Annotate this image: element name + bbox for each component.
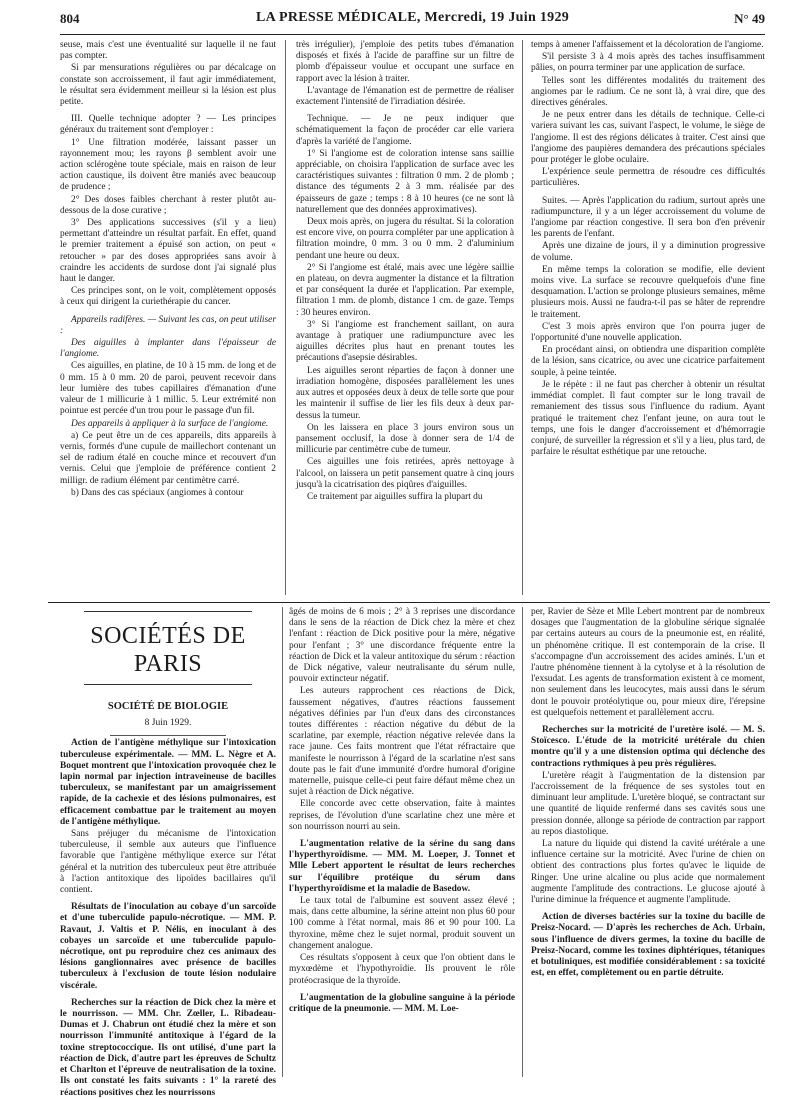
- paragraph: âgés de moins de 6 mois ; 2° à 3 reprises une discordance dans le sens de la réaction de Dick chez la mère et chez l'enfant : réaction de Dick positive pour la mère, négative pour l'enfant ; 3° une discordance fréquente entre la réaction de Dick et la valeur antitoxique du sérum : réaction de Dick négative, valeur neutralisante du sérum nulle, pouvoir extincteur négatif.: [289, 607, 515, 685]
- paragraph: Technique. — Je ne peux indiquer que schématiquement la façon de procéder car elle variera d'après la variété de l'angiome.: [296, 114, 514, 147]
- paragraph: Après une dizaine de jours, il y a diminution progressive de volume.: [531, 241, 765, 263]
- paragraph: Si par mensurations régulières ou par décalcage on constate son accroissement, il faut agir immédiatement, le résultat sera évidemment meilleur si la lésion est plus petite.: [60, 63, 276, 108]
- paragraph: 2° Si l'angiome est étalé, mais avec une légère saillie en plateau, on devra augmenter la distance et la filtration et par conséquent la durée et l'application. Par exemple, filtration 1 mm. de plomb, distance 1 cm. de gaze. Temps : 30 heures environ.: [296, 262, 514, 318]
- society-name: SOCIÉTÉ DE BIOLOGIE: [107, 701, 229, 712]
- column-divider: [282, 607, 283, 1077]
- paragraph: Suites. — Après l'application du radium, surtout après une radiumpuncture, il y a un léger accroissement du volume de l'angiome par réaction congestive. Il sera bon d'en prévenir les parents de l'enfant.: [531, 195, 765, 240]
- paragraph: 3° Des applications successives (s'il y a lieu) permettant d'atteindre un résultat parfait. En effet, quand le premier traitement a épuisé son action, on peut « retoucher » par des doses appropriées sans avoir à craindre les accidents de surdose dont j'ai signalé plus haut le danger.: [60, 218, 276, 285]
- paragraph: La nature du liquide qui distend la cavité urétérale a une influence certaine sur la motricité. Avec l'urine de chien on obtient des contractions plus fortes qu'avec le liquide de Ringer. Une urine alcaline ou plus acide que normalement augmente l'amplitude des contractions. Le glucose ajouté à l'urine diminue la fréquence et augmente l'amplitude.: [531, 839, 765, 906]
- journal-title: LA PRESSE MÉDICALE, Mercredi, 19 Juin 1929: [255, 10, 570, 25]
- subheading-appareils: Appareils radifères. — Suivant les cas, on peut utiliser :: [60, 314, 276, 336]
- paragraph: L'avantage de l'émanation est de permettre de réaliser exactement l'intensité de l'irradiation désirée.: [296, 85, 514, 108]
- paragraph: Deux mois après, on jugera du résultat. Si la coloration est encore vive, on pourra compléter par une application à filtration moindre, 0 mm. 3 ou 0 mm. 2 d'aluminium pendant une heure ou deux.: [296, 217, 514, 261]
- title-rule: [84, 611, 252, 612]
- paragraph: Ces aiguilles une fois retirées, après nettoyage à l'alcool, on laissera un petit pansement quatre à cinq jours jusqu'à la cicatrisation des piqûres d'aiguilles.: [296, 457, 514, 490]
- section-title: SOCIÉTÉS DE PARIS: [90, 623, 246, 677]
- paragraph: 3° Si l'angiome est franchement saillant, on aura avantage à pratiquer une radiumpuncture avec les aiguilles décrites plus haut en prenant toutes les précautions d'asepsie désirables.: [296, 319, 514, 364]
- paragraph: S'il persiste 3 à 4 mois après des taches insuffisamment pâlies, on pourra terminer par une application de surface.: [531, 52, 765, 74]
- subheading-aiguilles: Des aiguilles à implanter dans l'épaisseur de l'angiome.: [60, 338, 276, 360]
- page-number: 804: [60, 11, 80, 26]
- paragraph: seuse, mais c'est une éventualité sur laquelle il ne faut pas compter.: [60, 40, 276, 62]
- column-divider: [285, 40, 286, 595]
- paragraph: b) Dans des cas spéciaux (angiomes à contour: [71, 487, 244, 498]
- communication: Action de diverses bactéries sur la toxine du bacille de Preisz-Nocard. — D'après les recherches de Ach. Urbain, sous l'influence de divers germes, la toxine du bacille de Preisz-Nocard, comme les toxines diphtériques, tétaniques et botuliniques, est modifiée considérablement : sa toxicité est, en effet, complètement ou en partie détruite.: [531, 912, 765, 979]
- societes-column-1: [60, 607, 276, 1098]
- paragraph: 2° Des doses faibles cherchant à rester plutôt au-dessous de la dose curative ;: [60, 194, 276, 216]
- article-column-3: [531, 40, 765, 600]
- date-rule: [110, 735, 226, 736]
- paragraph: En procédant ainsi, on obtiendra une disparition complète de la lésion, sans cicatrice, ou avec une cicatrice parfaitement souple, à peine teintée.: [531, 345, 765, 378]
- paragraph: per, Ravier de Sèze et Mlle Lebert montrent par de nombreux dosages que l'augmentation de la globuline sérique signalée par certains auteurs au cours de la pneumonie est, en réalité, un phénomène critique. Il est contemporain de la crise. Il s'accompagne d'un accroissement des acides aminés. L'un et l'autre phénomène tiennent à la cytolyse et à la résolution de l'exsudat. Les agents de transformation existent à ce moment, non seulement dans les leucocytes, mais aussi dans le sérum dont le pouvoir protéolytique ou, pour mieux dire, l'érepsine est quelquefois nettement et parallèlement accru.: [531, 607, 765, 718]
- paragraph: Je le répète : il ne faut pas chercher à obtenir un résultat immédiat complet. Il faut compter sur le long travail de remaniement des tissus sous l'influence du radium. Ayant pratiqué le traitement chez l'enfant jeune, on aura tout le temps, une fois le danger d'accroissement et d'hémorragie conjuré, de surveiller la régression et s'il y a lieu, plus tard, de parfaire le résultat esthétique par une retouche.: [531, 379, 765, 458]
- page-header: [60, 4, 765, 35]
- paragraph: L'expérience seule permettra de résoudre ces difficultés particulières.: [531, 167, 765, 189]
- paragraph: temps à amener l'affaissement et la décoloration de l'angiome.: [531, 40, 764, 50]
- paragraph: Ces principes sont, on le voit, complètement opposés à ceux qui dirigent la curiethérapie du cancer.: [60, 286, 276, 308]
- column-divider: [522, 40, 523, 595]
- section-heading-technique: III. Quelle technique adopter ? — Les principes généraux du traitement sont d'employer :: [60, 114, 276, 136]
- paragraph: On les laissera en place 3 jours environ sous un pansement occlusif, la dose à donner sera de 1/4 de millicurie par centimètre cube de tumeur.: [296, 422, 514, 456]
- paragraph: Je ne peux entrer dans les détails de technique. Celle-ci variera suivant les cas, suivant l'aspect, le volume, le siège de l'angiome. Il est des régions délicates à traiter. C'est ainsi que l'angiome des paupières demandera des précautions spéciales pour protéger le globe oculaire.: [531, 110, 765, 166]
- communication: L'augmentation relative de la sérine du sang dans l'hyperthyroïdisme. — MM. M. Loeper, J. Tonnet et Mlle Lebert apportent le résultat de leurs recherches sur l'équilibre protéique du sérum dans l'hyperthyroïdisme et la maladie de Basedow.: [289, 839, 515, 894]
- communication: L'augmentation de la globuline sanguine à la période critique de la pneumonie. — MM. M. Loe-: [289, 992, 515, 1014]
- paragraph: C'est 3 mois après environ que l'on pourra juger de l'opportunité d'une nouvelle application.: [531, 321, 765, 344]
- communication: Recherches sur la réaction de Dick chez la mère et le nourrisson. — MM. Chr. Zœller, L. Ribadeau-Dumas et J. Chabrun ont étudié chez la mère et son nourrisson l'immunité antitoxique à l'égard de la toxine streptococcique. Ils ont utilisé, d'une part la réaction de Dick, d'autre part les épreuves de Schultz et Charlton et l'épreuve de neutralisation de la toxine. Ils ont constaté les faits suivants : 1° la rareté des réactions positives chez les nourrissons: [60, 997, 276, 1098]
- paragraph: 1° Si l'angiome est de coloration intense sans saillie appréciable, on choisira l'application de surface avec les caractéristiques suivantes : filtration 0 mm. 2 de plomb ; distance des téguments 2 à 3 mm. réalisée par des épaisseurs de gaze ; temps : 8 à 10 heures (ce ne sont là naturellement que des données approximatives).: [296, 148, 514, 215]
- societes-column-3: [531, 607, 765, 1077]
- paragraph: très irrégulier), j'emploie des petits tubes d'émanation disposés et fixés à l'acide de paraffine sur un filtre de plomb d'épaisseur voulue et occupant une surface en rapport avec la lésion à traiter.: [296, 40, 514, 84]
- article-column-2: [296, 40, 514, 600]
- communication: Action de l'antigène méthylique sur l'intoxication tuberculeuse expérimentale. — MM. L. Nègre et A. Boquet montrent que l'intoxication provoquée chez le lapin normal par injection intraveineuse de bacilles tuberculeux, se manifestant par un amaigrissement rapide, de la cachexie et des lésions pulmonaires, est efficacement combattue par le traitement au moyen de l'antigène méthylique.: [60, 738, 276, 827]
- paragraph: a) Ce peut être un de ces appareils, dits appareils à vernis, formés d'une cupule de maillechort contenant un sel de radium étalé en couche mince et recouvert d'un vernis. Celui que j'emploie de préférence contient 2 milligr. de radium élément par centimètre carré.: [60, 430, 276, 486]
- paragraph: Elle concorde avec cette observation, faite à maintes reprises, de l'évolution d'une scarlatine chez une mère et son nourrisson nourri au sein.: [289, 799, 515, 832]
- subheading-surface: Des appareils à appliquer à la surface de l'angiome.: [71, 418, 269, 429]
- paragraph: Les aiguilles seront réparties de façon à donner une irradiation homogène, disposées parallèlement les unes aux autres et opposées deux à deux de telle sorte que pour les maintenir il suffise de lier les fils deux à deux par-dessus la tumeur.: [296, 365, 514, 421]
- paragraph: Le taux total de l'albumine est souvent assez élevé ; mais, dans cette albumine, la sérine atteint non plus 60 pour 100 comme à l'état normal, mais 86 et 90 pour 100. La thyroxine, même chez le sujet normal, produit souvent un changement analogue.: [289, 896, 515, 951]
- paragraph: Ce traitement par aiguilles suffira la plupart du: [307, 491, 483, 502]
- paragraph: En même temps la coloration se modifie, elle devient moins vive. La surface se recouvre quelquefois d'une fine desquamation. L'action se prolonge plusieurs semaines, même plusieurs mois. Aussi ne faudra-t-il pas se hâter de reprendre le traitement.: [531, 264, 765, 320]
- paragraph: Ces aiguilles, en platine, de 10 à 15 mm. de long et de 0 mm. 15 à 0 mm. 20 de paroi, peuvent recevoir dans leur lumière des tubes capillaires d'émanation d'une valeur de 1 millicurie à 1 millic. 5. Leur extrémité non pointue est percée d'un trou pour le passage d'un fil.: [60, 361, 276, 417]
- section-divider: [48, 602, 770, 603]
- paragraph: Les auteurs rapprochent ces réactions de Dick, faussement négatives, d'autres réactions faussement négatives définies par l'un d'eux dans des circonstances toutes différentes : réaction négative du début de la scarlatine, par exemple, réaction négative relevée dans la race jaune. Ces faits montrent que l'état réfractaire que manifeste le nourrisson à l'égard de la scarlatine n'est sans doute pas le fait d'une immunité d'ordre humoral d'origine maternelle, puisque celle-ci peut faire défaut même chez un sujet à réaction de Dick négative.: [289, 686, 515, 798]
- session-date: 8 Juin 1929.: [144, 718, 192, 729]
- paragraph: 1° Une filtration modérée, laissant passer un rayonnement mou; les rayons β semblent avoir une action sclérogène toute spéciale, mais en raison de leur action caustique, ils doivent être maniés avec beaucoup de prudence ;: [60, 137, 276, 193]
- societes-column-2: [289, 607, 515, 1077]
- communication: Résultats de l'inoculation au cobaye d'un sarcoïde et d'une tuberculide papulo-nécrotique. — MM. P. Ravaut, J. Valtis et P. Nélis, en inoculant à des cobayes un sarcoïde et une tuberculide papulo-nécrotique, ont pu reproduire chez ces animaux des lésions ganglionnaires avec présence de bacilles tuberculeux à l'exclusion de toute lésion nodulaire viscérale.: [60, 902, 276, 991]
- communication: Recherches sur la motricité de l'uretère isolé. — M. S. Stoïcesco. L'étude de la motricité urétérale du chien montre qu'il y a une distension optima qui déclenche des contractions rythmiques à peu près régulières.: [531, 725, 765, 769]
- column-divider: [522, 607, 523, 1077]
- paragraph: Ces résultats s'opposent à ceux que l'on obtient dans le myxœdème et l'hypothyroïdie. Ils prouvent le rôle protéocrasique de la thyroïde.: [289, 953, 515, 986]
- paragraph: L'uretère réagit à l'augmentation de la distension par l'accroissement de la fréquence de ses systoles tout en diminuant leur amplitude. L'uretère bloqué, se contractant sur une quantité de liquide renfermé dans ses cavités sous une pression donnée, allonge sa période de contraction par rapport au repos diastolique.: [531, 770, 765, 837]
- article-column-1: [60, 40, 276, 600]
- issue-number: N° 49: [734, 11, 765, 26]
- paragraph: Telles sont les différentes modalités du traitement des angiomes par le radium. Ce ne sont là, à vrai dire, que des directives générales.: [531, 75, 765, 109]
- paragraph: Sans préjuger du mécanisme de l'intoxication tuberculeuse, il semble aux auteurs que l'influence favorable que l'antigène méthylique exerce sur l'état général et la nutrition des tuberculeux peut être attribuée à l'action antitoxique des lipoïdes bacillaires qu'il contient.: [60, 829, 276, 896]
- title-rule: [84, 684, 252, 685]
